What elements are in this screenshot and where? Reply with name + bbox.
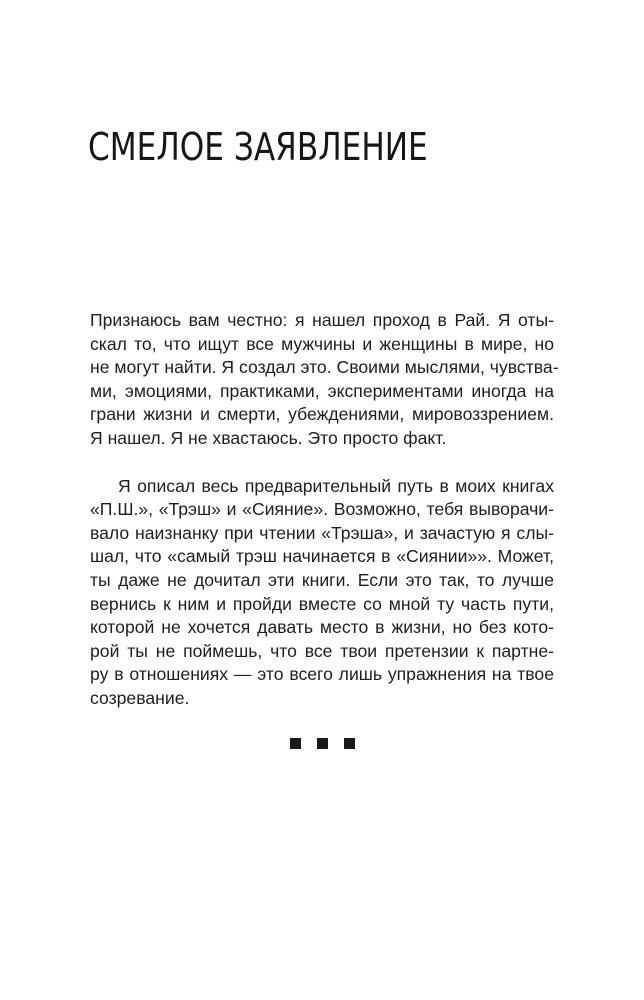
chapter-title: СМЕЛОЕ ЗАЯВЛЕНИЕ — [88, 125, 428, 169]
section-divider-icon — [0, 738, 644, 749]
square-dot-icon — [344, 738, 355, 749]
text-line: Я нашел. Я не хвастаюсь. Это просто факт. — [90, 427, 447, 448]
text-line: ты даже не дочитал эти книги. Если это так, то лучше — [90, 569, 554, 590]
square-dot-icon — [317, 738, 328, 749]
text-line: Я описал весь предварительный путь в моих книгах — [118, 475, 554, 496]
paragraph-1 — [90, 309, 559, 451]
text-line: грани жизни и смерти, убеждениями, мировоззрением. — [90, 404, 554, 425]
text-line: «П.Ш.», «Трэш» и «Сияние». Возможно, тебя выворачи- — [90, 499, 554, 520]
text-line: не могут найти. Я создал это. Своими мыслями, чувства- — [90, 357, 559, 378]
text-line: Признаюсь вам честно: я нашел проход в Рай. Я оты- — [90, 310, 554, 330]
text-line: созревание. — [90, 687, 190, 708]
text-line: ру в отношениях — это всего лишь упражнения на твое — [90, 664, 554, 685]
text-line: ми, эмоциями, практиками, экспериментами иногда на — [90, 380, 554, 401]
text-line: вернись к ним и пройди вместе со мной ту часть пути, — [90, 593, 554, 614]
text-line: которой не хочется давать место в жизни, но без кото- — [90, 617, 554, 638]
text-line: скал то, что ищут все мужчины и женщины в мире, но — [90, 333, 554, 354]
text-line: вало наизнанку при чтении «Трэша», и зачастую я слы- — [90, 522, 554, 543]
chapter-body — [90, 309, 559, 711]
paragraph-2 — [90, 475, 554, 711]
text-line: рой ты не поймешь, что все твои претензии к партне- — [90, 640, 554, 661]
square-dot-icon — [290, 738, 301, 749]
text-line: шал, что «самый трэш начинается в «Сиянии»». Может, — [90, 546, 554, 567]
